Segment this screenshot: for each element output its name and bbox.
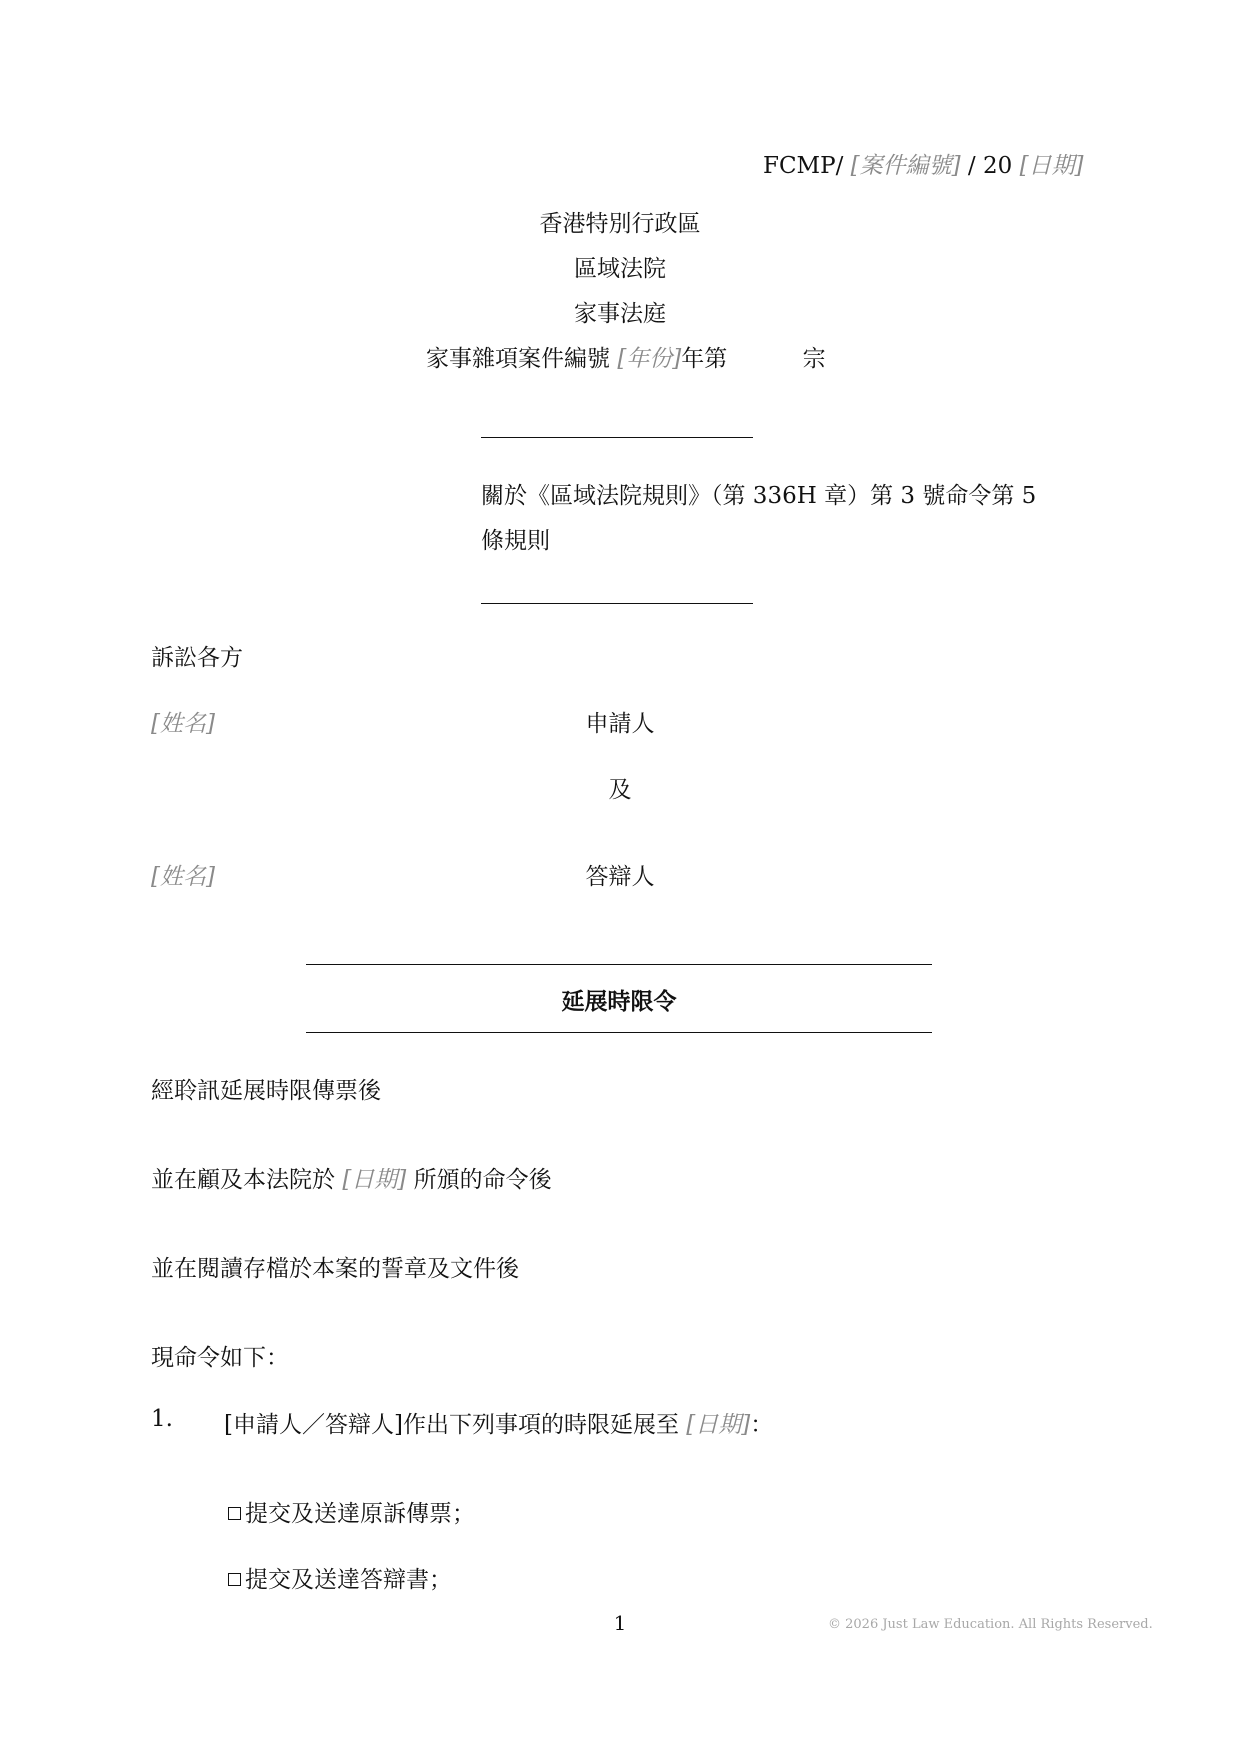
order-item-1-number: 1. [151,1406,173,1432]
respondent-role: 答辯人 [585,864,655,890]
court-line-3: 家事法庭 [574,301,666,327]
order-title: 延展時限令 [561,988,677,1015]
order-item-1-colon: ： [750,1412,774,1438]
copyright-notice: © 2026 Just Law Education. All Rights Reserved. [828,1617,1153,1632]
checkbox-item [228,1495,475,1528]
court-line-2: 區域法院 [574,256,666,282]
checkbox-item-label: 提交及送達原訴傳票； [245,1501,475,1527]
court-case-line [426,340,826,373]
checkbox-icon[interactable] [228,1573,241,1586]
case-year-placeholder: [年份] [617,346,682,372]
applicant-name-placeholder: [姓名] [151,711,215,737]
recital-affidavits: 並在閱讀存檔於本案的誓章及文件後 [151,1256,519,1282]
ordered-heading: 現命令如下： [151,1345,289,1371]
order-item-1 [224,1406,773,1439]
respondent-name-placeholder: [姓名] [151,864,215,890]
applicant-role: 申請人 [585,711,655,737]
case-line-suffix: 宗 [802,346,826,372]
title-rule-bottom [306,1032,932,1033]
case-number-header [763,147,1084,180]
recital-prior-order [151,1161,552,1194]
parties-and: 及 [608,777,632,803]
year-separator: / 20 [967,153,1013,179]
order-item-1-text: [申請人／答辯人]作出下列事項的時限延展至 [224,1412,679,1438]
checkbox-icon[interactable] [228,1507,241,1520]
checkbox-item [228,1561,452,1594]
order-item-1-date-placeholder: [日期] [686,1412,751,1438]
divider-lower [481,603,753,604]
divider-upper [481,437,753,438]
recital-prior-order-suffix: 所頒的命令後 [413,1167,552,1193]
recital-hearing: 經聆訊延展時限傳票後 [151,1078,381,1104]
recital-prior-order-prefix: 並在顧及本法院於 [151,1167,335,1193]
case-line-prefix: 家事雜項案件編號 [426,346,610,372]
page-number: 1 [613,1611,627,1635]
rule-reference-line-1: 關於《區域法院規則》（第 336H 章）第 3 號命令第 5 [481,483,1037,509]
case-number-placeholder: [案件編號] [850,153,961,179]
rule-reference-line-2: 條規則 [481,528,550,554]
case-line-mid: 年第 [681,346,728,372]
recital-date-placeholder: [日期] [342,1167,407,1193]
court-line-1: 香港特別行政區 [539,211,701,237]
case-prefix: FCMP/ [763,153,844,179]
title-rule-top [306,964,932,965]
parties-heading: 訴訟各方 [151,645,243,671]
date-placeholder: [日期] [1019,153,1084,179]
checkbox-item-label: 提交及送達答辯書； [245,1567,452,1593]
